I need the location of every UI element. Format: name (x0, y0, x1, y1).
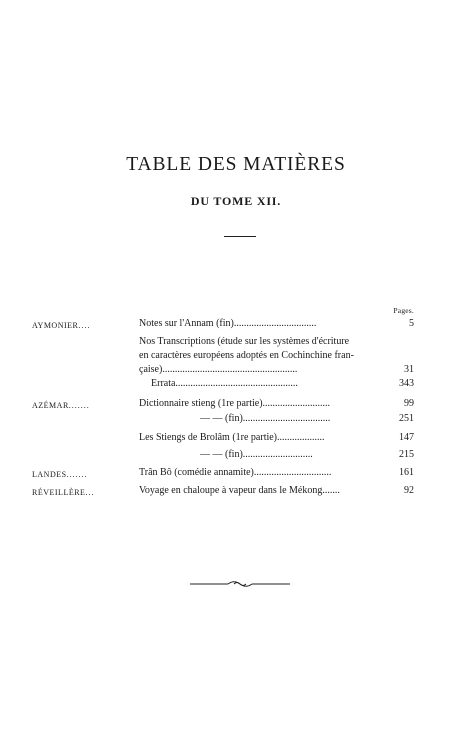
toc-entry-title: — — (fin)................................... (200, 413, 331, 424)
end-ornament-icon (190, 580, 290, 588)
toc-page-number: 147 (399, 432, 414, 443)
toc-row (0, 467, 472, 484)
author-dots: ....... (68, 401, 90, 410)
toc-author (32, 469, 88, 481)
toc-entry-title: Trân Bô (comédie annamite)............................... (139, 467, 332, 478)
toc-entry-title: Voyage en chaloupe à vapeur dans le Mékong....... (139, 485, 340, 496)
toc-author (32, 487, 94, 499)
toc-page-number: 99 (404, 398, 414, 409)
toc-page-number: 215 (399, 449, 414, 460)
author-name: RÉVEILLÈRE (32, 488, 86, 497)
pages-column-header: Pages. (393, 306, 414, 315)
toc-page-number: 5 (409, 318, 414, 329)
author-name: AYMONIER (32, 321, 79, 330)
toc-entry-title: — — (fin)............................ (200, 449, 313, 460)
volume-subtitle: DU TOME XII. (190, 194, 282, 208)
toc-entry-title: Les Stiengs de Brolâm (1re partie)................... (139, 432, 325, 443)
toc-row (0, 378, 472, 395)
toc-row (0, 413, 472, 430)
author-name: AZÉMAR (32, 401, 69, 410)
toc-author (32, 320, 90, 332)
toc-row (0, 432, 472, 449)
toc-page-number: 92 (404, 485, 414, 496)
toc-entry-title: Errata................................................. (151, 378, 298, 389)
toc-page-number: 31 (404, 364, 414, 375)
toc-entry-title: en caractères européens adoptés en Cochinchine fran- (139, 350, 354, 361)
toc-page-number: 161 (399, 467, 414, 478)
toc-page-number: 343 (399, 378, 414, 389)
toc-page-number: 251 (399, 413, 414, 424)
toc-entry-title: Nos Transcriptions (étude sur les systèmes d'écriture (139, 336, 350, 347)
title-divider (224, 236, 256, 237)
author-dots: .... (78, 321, 91, 330)
author-dots: ... (85, 488, 95, 497)
toc-entry-title: Dictionnaire stieng (1re partie)........................... (139, 398, 331, 409)
author-dots: ....... (66, 470, 88, 479)
toc-row (0, 318, 472, 335)
toc-row (0, 485, 472, 502)
toc-entry-title: çaise)...................................................... (139, 364, 298, 375)
toc-author (32, 400, 90, 412)
author-name: LANDES (32, 470, 67, 479)
page-title: TABLE DES MATIÈRES (126, 154, 346, 175)
toc-row (0, 449, 472, 466)
toc-entry-title: Notes sur l'Annam (fin)................................. (139, 318, 317, 329)
